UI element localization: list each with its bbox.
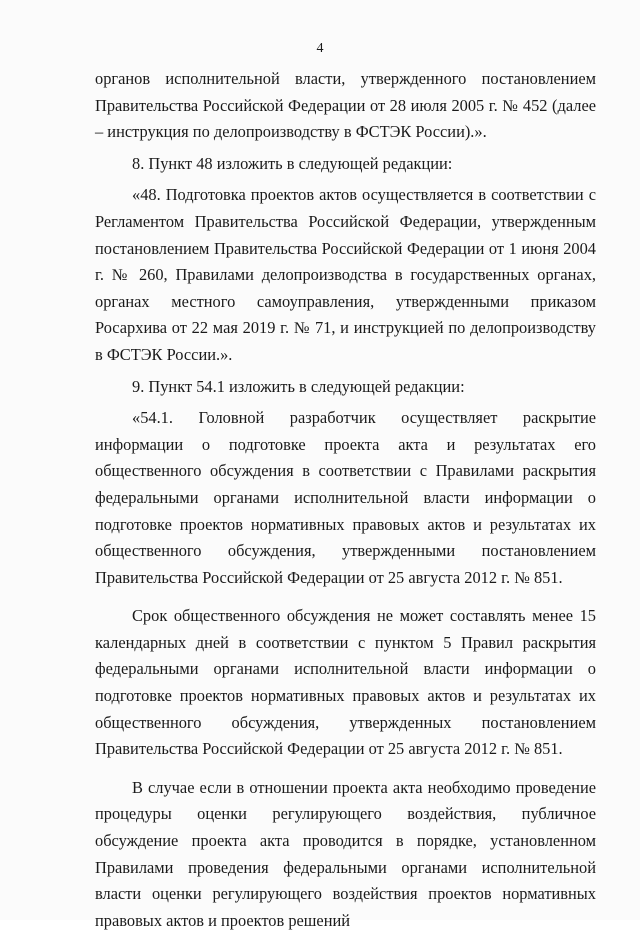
document-body bbox=[95, 66, 596, 934]
paragraph-clause-54-1: «54.1. Головной разработчик осуществляет раскрытие информации о подготовке проекта акта и результатах его общественного обсуждения в соответствии с Правилами раскрытия федеральными органами исполнительной власти информации о подготовке проектов нормативных правовых актов и результатах их общественного обсуждения, утвержденными постановлением Правительства Российской Федерации от 25 августа 2012 г. № 851. bbox=[95, 408, 596, 587]
paragraph-clause-48: «48. Подготовка проектов актов осуществляется в соответствии с Регламентом Правительства Российской Федерации, утвержденным постановлением Правительства Российской Федерации от 1 июня 2004 г. № 260, Правилами делопроизводства в государственных органах, органах местного самоуправления, утвержденными приказом Росархива от 22 мая 2019 г. № 71, и инструкцией по делопроизводству в ФСТЭК России.». bbox=[95, 185, 596, 364]
paragraph-discussion-period: Срок общественного обсуждения не может составлять менее 15 календарных дней в соответствии с пунктом 5 Правил раскрытия федеральными органами исполнительной власти информации о подготовке проектов нормативных правовых актов и результатах их общественного обсуждения, утвержденных постановлением Правительства Российской Федерации от 25 августа 2012 г. № 851. bbox=[95, 606, 596, 759]
page-number: 4 bbox=[316, 41, 324, 56]
paragraph-item-8: 8. Пункт 48 изложить в следующей редакции: bbox=[132, 153, 453, 173]
paragraph-regulatory-impact: В случае если в отношении проекта акта необходимо проведение процедуры оценки регулирующего воздействия, публичное обсуждение проекта акта проводится в порядке, установленном Правилами проведения федеральными органами исполнительной власти оценки регулирующего воздействия проектов нормативных правовых актов и проектов решений bbox=[95, 777, 596, 930]
paragraph-continuation: органов исполнительной власти, утвержденного постановлением Правительства Российской Федерации от 28 июля 2005 г. № 452 (далее – инструкция по делопроизводству в ФСТЭК России).». bbox=[95, 69, 596, 142]
paragraph-item-9: 9. Пункт 54.1 изложить в следующей редакции: bbox=[132, 376, 465, 396]
